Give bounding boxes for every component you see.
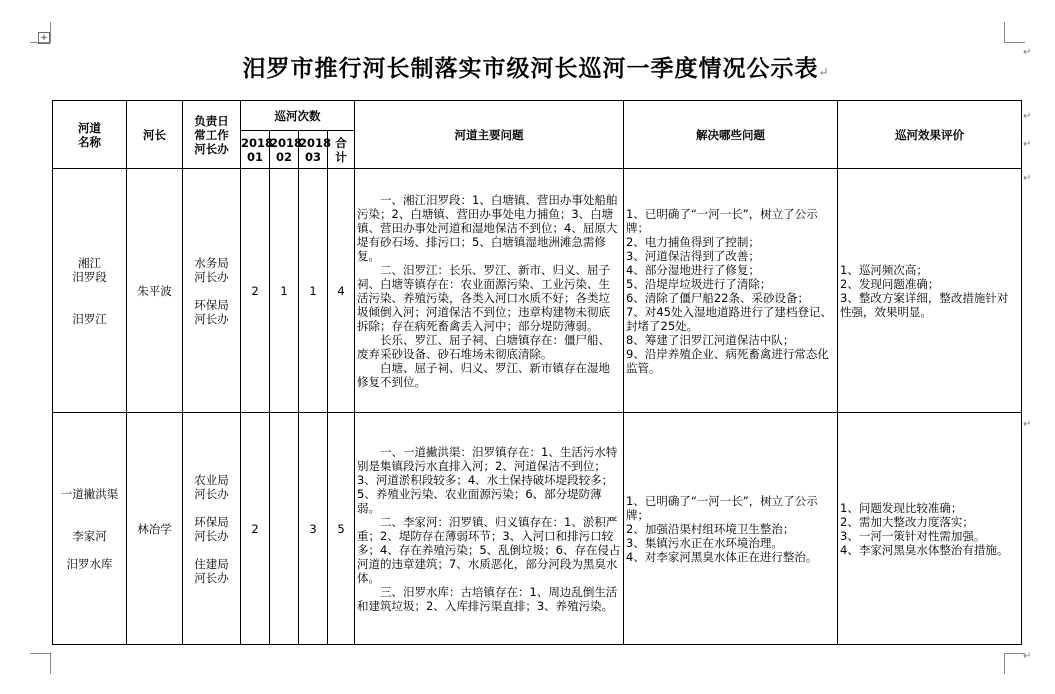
solved-cell: 1、已明确了“一河一长”，树立了公示牌； 2、电力捕鱼得到了控制； 3、河道保洁得到了改善； 4、部分湿地进行了修复； 5、沿堤岸垃圾进行了清除； 6、清除了僵尸船22条、采砂设备； 7、对45处入湿地道路进行了建档登记、封堵了25处。 8、筹建了汨罗江河道保洁中队； 9、沿岸养殖企业、病死畜禽进行常态化监管。 — [624, 169, 838, 413]
count-cell-02: 1 — [270, 169, 299, 413]
crop-mark-bottom-right — [1004, 653, 1025, 674]
count-cell-01: 2 — [241, 413, 270, 645]
chief-cell: 林冶学 — [127, 413, 183, 645]
solved-cell: 1、已明确了“一河一长”，树立了公示牌； 2、加强沿渠村组环境卫生整治； 3、集镇污水正在水环境治理。 4、对李家河黑臭水体正在进行整治。 — [624, 413, 838, 645]
count-cell-03: 3 — [299, 413, 328, 645]
evaluation-cell: 1、问题发现比较准确； 2、需加大整改力度落实； 3、一河一策针对性需加强。 4、李家河黑臭水体整治有措施。 — [838, 413, 1022, 645]
office-cell: 农业局 河长办 环保局 河长办 住建局 河长办 — [183, 413, 241, 645]
document-title: 汨罗市推行河长制落实市级河长巡河一季度情况公示表↵ — [242, 55, 830, 82]
chief-cell: 朱平波 — [127, 169, 183, 413]
header-total: 合 计 — [328, 131, 355, 169]
header-river-name: 河道 名称 — [53, 101, 127, 169]
count-cell-total: 5 — [328, 413, 355, 645]
crop-mark-top-right — [1004, 22, 1025, 43]
header-issues: 河道主要问题 — [355, 101, 624, 169]
header-solved: 解决哪些问题 — [624, 101, 838, 169]
paragraph-mark-icon: ↵ — [1023, 651, 1032, 662]
header-evaluation: 巡河效果评价 — [838, 101, 1022, 169]
office-cell: 水务局 河长办 环保局 河长办 — [183, 169, 241, 413]
header-chief: 河长 — [127, 101, 183, 169]
header-month-03: 2018 03 — [299, 131, 328, 169]
header-month-01: 2018 01 — [241, 131, 270, 169]
table-row — [53, 169, 1022, 413]
evaluation-cell: 1、巡河频次高； 2、发现问题准确； 3、整改方案详细，整改措施针对性强，效果明显。 — [838, 169, 1022, 413]
issues-cell: 一、一道撇洪渠：汨罗镇存在：1、生活污水特别是集镇段污水直排入河；2、河道保洁不到位；3、河道淤积段较多；4、水土保持破坏堤段较多；5、养殖业污染、农业面源污染；6、部分堤防薄弱。 二、李家河：汨罗镇、归义镇存在：1、淤积严重；2、堤防存在薄弱环节；3、入河口和排污口较多；4、存在养殖污染；5、乱倒垃圾；6、存在侵占河道的违章建筑；7、水质恶化，部分河段为黑臭水体。 三、汨罗水库：古培镇存在：1、周边乱倒生活和建筑垃圾；2、入库排污渠直排；3、养殖污染。 — [355, 413, 624, 645]
header-row — [53, 101, 1022, 131]
paragraph-mark-icon: ↵ — [1023, 111, 1032, 122]
count-cell-02 — [270, 413, 299, 645]
paragraph-mark-icon: ↵ — [1023, 419, 1032, 430]
issues-cell: 一、湘江汨罗段：1、白塘镇、营田办事处船舶污染；2、白塘镇、营田办事处电力捕鱼；3、白塘镇、营田办事处河道和湿地保洁不到位；4、屈原大堤有砂石场、排污口；5、白塘镇湿地洲滩急需修复。 二、汨罗江：长乐、罗江、新市、归义、屈子祠、白塘等镇存在：农业面源污染、工业污染、生活污染、养殖污染，各类入河口水质不好；各类垃圾倾倒入河；河道保洁不到位；违章构建物未彻底拆除；存在病死畜禽丢入河中；部分堤防薄弱。 长乐、罗江、屈子祠、白塘镇存在：僵尸船、废弃采砂设备、砂石堆场未彻底清除。 白塘、屈子祠、归义、罗江、新市镇存在湿地修复不到位。 — [355, 169, 624, 413]
count-cell-03: 1 — [299, 169, 328, 413]
paragraph-mark-icon: ↵ — [1023, 139, 1032, 150]
table-move-handle-icon[interactable]: + — [38, 32, 50, 44]
crop-mark-bottom-left — [30, 653, 51, 674]
header-patrol-count: 巡河次数 — [241, 101, 355, 131]
table-row — [53, 413, 1022, 645]
paragraph-mark-icon: ↵ — [1023, 47, 1032, 58]
river-name-cell: 一道撇洪渠 李家河 汨罗水库 — [53, 413, 127, 645]
paragraph-mark-icon: ↵ — [1023, 173, 1032, 184]
patrol-table — [52, 100, 1022, 645]
header-office: 负责日 常工作 河长办 — [183, 101, 241, 169]
header-month-02: 2018 02 — [270, 131, 299, 169]
count-cell-01: 2 — [241, 169, 270, 413]
river-name-cell: 湘江 汨罗段 汨罗江 — [53, 169, 127, 413]
count-cell-total: 4 — [328, 169, 355, 413]
